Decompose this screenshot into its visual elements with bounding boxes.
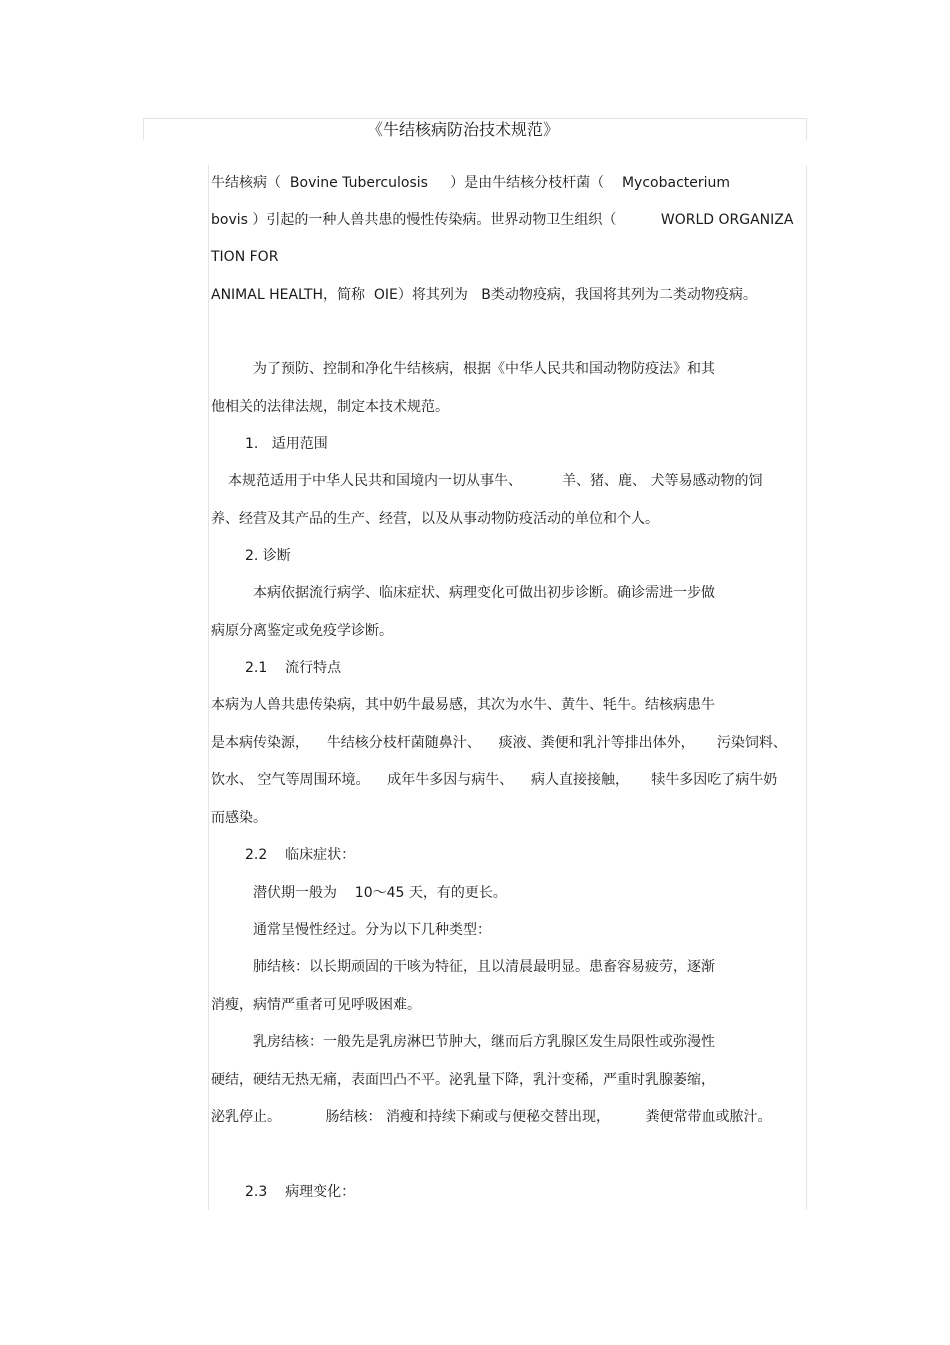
paragraph-line: 消瘦，病情严重者可见呼吸困难。 [211,997,421,1013]
paragraph-line: 牛结核病（ Bovine Tuberculosis ）是由牛结核分枝杆菌（ Mycobacterium [211,175,731,191]
paragraph-line: 为了预防、控制和净化牛结核病，根据《中华人民共和国动物防疫法》和其 [253,361,715,377]
paragraph-line: 本病依据流行病学、临床症状、病理变化可做出初步诊断。确诊需进一步做 [253,585,715,601]
section-heading: 2.2 临床症状： [245,847,356,863]
section-heading: 2.3 病理变化： [245,1184,356,1200]
paragraph-line: TION FOR [211,249,279,265]
paragraph-line: 肺结核：以长期顽固的干咳为特征，且以清晨最明显。患畜容易疲劳，逐渐 [253,959,715,975]
paragraph-line: 而感染。 [211,810,267,826]
paragraph-line: 养、经营及其产品的生产、经营，以及从事动物防疫活动的单位和个人。 [211,511,659,527]
paragraph-line: 他相关的法律法规，制定本技术规范。 [211,399,449,415]
section-heading: 2. 诊断 [245,548,291,564]
paragraph-line: 是本病传染源， 牛结核分枝杆菌随鼻汁、 痰液、粪便和乳汁等排出体外， 污染饲料、 [211,735,787,751]
header-right-rule [806,118,807,140]
paragraph-line: 本病为人兽共患传染病，其中奶牛最易感，其次为水牛、黄牛、牦牛。结核病患牛 [211,697,715,713]
paragraph-line: 潜伏期一般为 10～45 天，有的更长。 [253,885,507,901]
paragraph-line: 病原分离鉴定或免疫学诊断。 [211,623,393,639]
paragraph-line: 乳房结核：一般先是乳房淋巴节肿大，继而后方乳腺区发生局限性或弥漫性 [253,1034,715,1050]
header-rule [143,118,806,119]
header-left-rule [143,118,144,140]
section-heading: 2.1 流行特点 [245,660,342,676]
paragraph-line: ANIMAL HEALTH，简称 OIE）将其列为 B类动物疫病，我国将其列为二类动物疫病。 [211,287,757,303]
page-title: 《牛结核病防治技术规范》 [367,120,560,139]
paragraph-line: 通常呈慢性经过。分为以下几种类型： [253,922,491,938]
paragraph-line: 本规范适用于中华人民共和国境内一切从事牛、 羊、猪、鹿、 犬等易感动物的饲 [228,473,763,489]
paragraph-line: 硬结，硬结无热无痛，表面凹凸不平。泌乳量下降，乳汁变稀，严重时乳腺萎缩， [211,1072,715,1088]
body-left-rule [208,165,209,1210]
paragraph-line: bovis ）引起的一种人兽共患的慢性传染病。世界动物卫生组织（ WORLD ORGANIZA [211,212,794,228]
paragraph-line: 饮水、 空气等周围环境。 成年牛多因与病牛、 病人直接接触， 犊牛多因吃了病牛奶 [211,772,778,788]
section-heading: 1. 适用范围 [245,436,328,452]
paragraph-line: 泌乳停止。 肠结核： 消瘦和持续下痢或与便秘交替出现， 粪便常带血或脓汁。 [211,1109,772,1125]
body-right-rule [806,165,807,1210]
